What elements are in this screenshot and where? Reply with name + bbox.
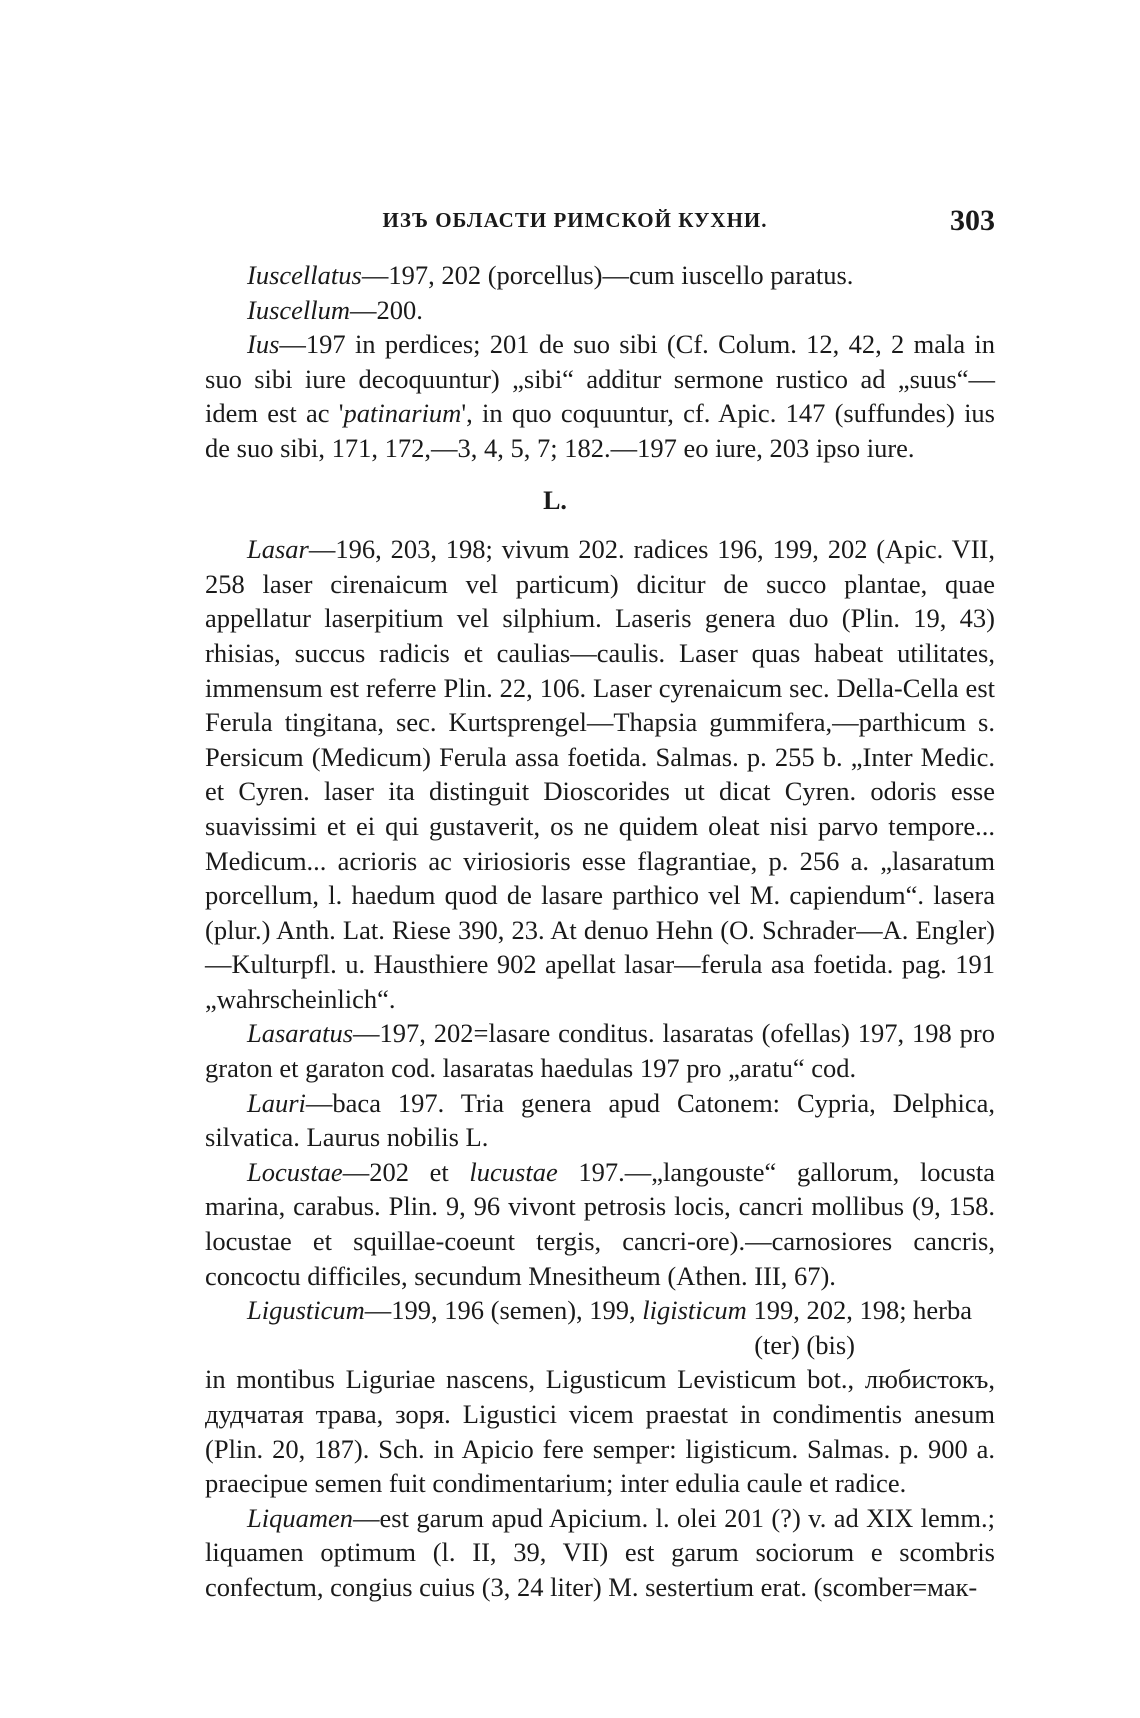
entry-locustae	[205, 1155, 995, 1293]
entry-text: —199, 196 (semen), 199,	[364, 1295, 643, 1326]
entry-ligusticum-cont: in montibus Liguriae nascens, Ligusticum Levisticum bot., любистокъ, дудчатая трава, зоря. Ligustici vicem praestat in condimentis anesum (Plin. 20, 187). Sch. in Apicio fere semper: ligisticum. Salmas. p. 900 a. praecipue semen fuit condimentarium; inter edulia caule et radice.	[205, 1364, 995, 1499]
entry-text: —196, 203, 198; vivum 202. radices 196, 199, 202 (Apic. VII, 258 laser cirenaicum vel particum) dicitur de succo plantae, quae appellatur laserpitium vel silphium. Laseris genera duo (Plin. 19, 43) rhisias, succus radicis et caulias—caulis. Laser quas habeat utilitates, immensum est referre Plin. 22, 106. Laser cyrenaicum sec. Della-Cella est Ferula tingitana, sec. Kurtsprengel—Thapsia gummifera,—parthicum s. Persicum (Medicum) Ferula assa foetida. Salmas. p. 255 b. „Inter Medic. et Cyren. laser ita distinguit Dioscorides ut dicat Cyren. odoris esse suavissimi et ei qui gustaverit, os ne quidem oleat nisi parvo tempore... Medicum... acrioris ac viriosioris esse flagrantiae, p. 256 a. „lasaratum porcellum, l. haedum quod de lasare parthico vel M. capiendum“. lasera (plur.) Anth. Lat. Riese 390, 23. At denuo Hehn (O. Schrader—A. Engler)—Kulturpfl. u. Hausthiere 902 apellat lasar—ferula asa foetida. pag. 191 „wahrscheinlich“.	[205, 534, 995, 1014]
entry-ius	[205, 327, 995, 465]
italic-word: ligisticum	[642, 1295, 747, 1326]
lemma: Ligusticum	[247, 1295, 365, 1326]
entry-lasaratus	[205, 1016, 995, 1085]
interlinear-note: (ter) (bis)	[754, 1329, 855, 1360]
entry-text: —197 in perdices; 201 de suo sibi (Cf. Colum. 12, 42, 2 mala in suo sibi iure decoquuntur) „sibi“ additur sermone rustico ad „suus“—idem est ac '	[205, 329, 995, 429]
header-title: ИЗЪ ОБЛАСТИ РИМСКОЙ КУХНИ.	[382, 208, 768, 232]
entry-lasar	[205, 532, 995, 1016]
page-number: 303	[950, 204, 995, 237]
lemma: Lasar	[247, 534, 309, 565]
entry-text: —baca 197. Tria genera apud Catonem: Cypria, Delphica, silvatica. Laurus nobilis L.	[205, 1087, 995, 1153]
body-text	[205, 258, 995, 1605]
entry-text: 197.—„langouste“ gallorum, locusta marina, carabus. Plin. 9, 96 vivont petrosis locis, cancri mollibus (9, 158. locustae et squillae-coeunt tergis, cancri-ore).—carnosiores cancris, concoctu difficiles, secundum Mnesitheum (Athen. III, 67).	[205, 1156, 996, 1291]
entry-text: —200.	[350, 294, 423, 325]
italic-word: lucustae	[469, 1156, 558, 1187]
lemma: Iuscellum	[247, 294, 351, 325]
italic-word: patinarium	[343, 398, 462, 429]
entry-iuscellatus	[205, 258, 995, 293]
entry-text: ', in quo coquuntur, cf. Apic. 147 (suffundes) ius de suo sibi, 171, 172,—3, 4, 5, 7; 182.—197 eo iure, 203 ipso iure.	[205, 398, 995, 463]
entry-iuscellum	[205, 293, 995, 328]
entry-text: —est garum apud Apicium. l. olei 201 (?) v. ad XIX lemm.; liquamen optimum (l. II, 39, VII) est garum sociorum e scombris confectum, congius cuius (3, 24 liter) M. sestertium erat. (scomber=мак-	[205, 1502, 995, 1602]
entry-lauri	[205, 1086, 995, 1155]
entry-ligusticum	[205, 1293, 995, 1328]
entry-text: —197, 202 (porcellus)—cum iuscello paratus.	[361, 260, 854, 290]
entry-text: 199, 202, 198; herba	[746, 1295, 973, 1326]
lemma: Lauri	[247, 1087, 306, 1118]
lemma: Iuscellatus	[247, 260, 362, 290]
section-letter: L.	[543, 485, 567, 515]
entry-text: —197, 202=lasare conditus. lasaratas (ofellas) 197, 198 pro graton et garaton cod. lasaratas haedulas 197 pro „aratu“ cod.	[205, 1018, 995, 1084]
lemma: Locustae	[247, 1156, 343, 1187]
entry-text: —202 et	[342, 1156, 470, 1187]
entry-liquamen	[205, 1501, 995, 1605]
lemma: Ius	[247, 329, 280, 360]
lemma: Liquamen	[247, 1502, 353, 1533]
running-header	[205, 204, 995, 244]
lemma: Lasaratus	[247, 1018, 354, 1049]
